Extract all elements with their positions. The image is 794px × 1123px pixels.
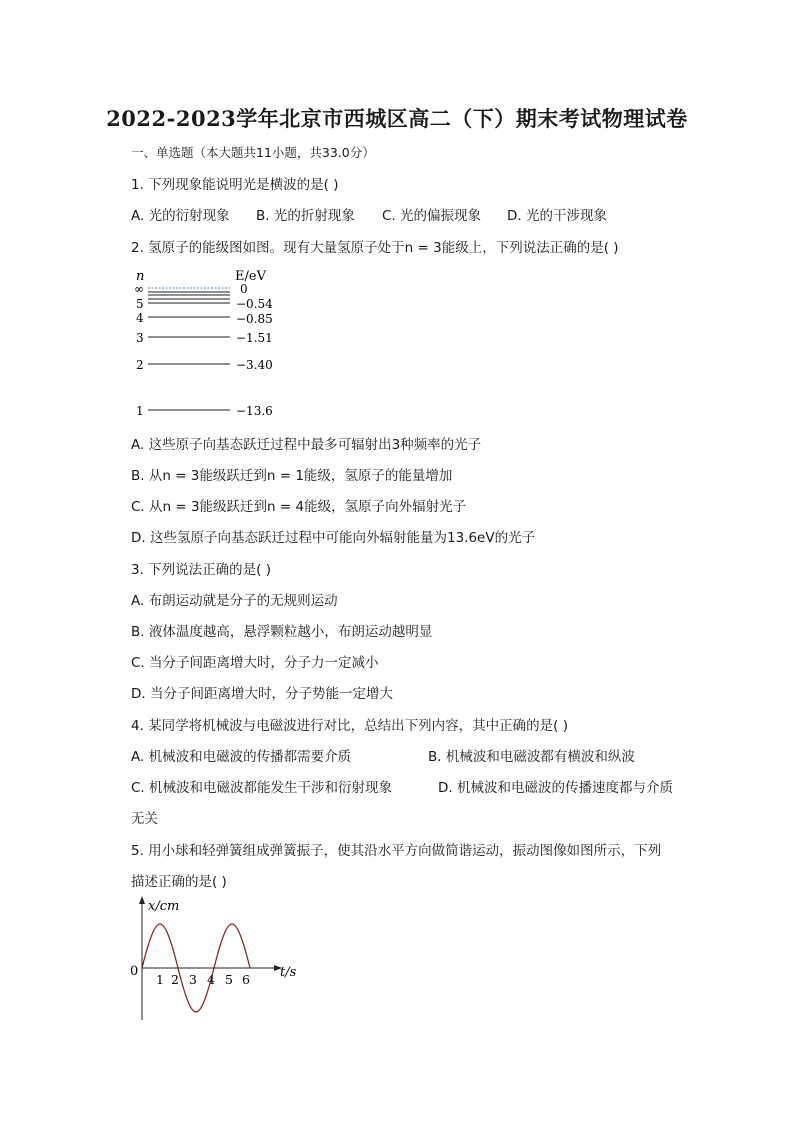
level-n-inf: ∞	[134, 282, 144, 296]
section-heading: 一、单选题（本大题共11小题，共33.0分）	[131, 145, 375, 160]
level-n-5: 5	[136, 297, 144, 311]
question-4-option-c: C. 机械波和电磁波都能发生干涉和衍射现象	[131, 780, 393, 796]
question-4-option-a: A. 机械波和电磁波的传播都需要介质	[131, 749, 352, 765]
diagram-n-label: n	[136, 269, 145, 284]
question-1-option-c: C. 光的偏振现象	[382, 208, 482, 224]
page-title: 2022-2023学年北京市西城区高二（下）期末考试物理试卷	[106, 106, 688, 131]
graph-y-arrow	[139, 896, 145, 904]
question-3-option-c: C. 当分子间距离增大时，分子力一定减小	[131, 655, 379, 671]
level-e-4: −0.85	[236, 312, 273, 326]
question-3-stem: 3. 下列说法正确的是( )	[131, 562, 271, 578]
question-2-option-c: C. 从n = 3能级跃迁到n = 4能级，氢原子向外辐射光子	[131, 499, 467, 515]
level-e-1: −13.6	[236, 404, 273, 418]
question-4-stem: 4. 某同学将机械波与电磁波进行对比，总结出下列内容，其中正确的是( )	[131, 718, 568, 734]
question-1-stem: 1. 下列现象能说明光是横波的是( )	[131, 177, 339, 193]
question-4-option-b: B. 机械波和电磁波都有横波和纵波	[428, 749, 635, 765]
graph-origin: 0	[130, 964, 139, 979]
question-2-option-d: D. 这些氢原子向基态跃迁过程中可能向外辐射能量为13.6eV的光子	[131, 530, 536, 546]
level-n-2: 2	[136, 358, 144, 372]
level-e-3: −1.51	[236, 331, 273, 345]
question-5-stem-continued: 描述正确的是( )	[131, 874, 227, 890]
level-n-1: 1	[136, 404, 144, 418]
question-3-option-b: B. 液体温度越高，悬浮颗粒越小，布朗运动越明显	[131, 624, 433, 640]
question-2-option-a: A. 这些原子向基态跃迁过程中最多可辐射出3种频率的光子	[131, 437, 482, 453]
graph-tick-5: 5	[225, 972, 233, 987]
graph-tick-6: 6	[242, 972, 250, 987]
question-1-option-b: B. 光的折射现象	[256, 208, 355, 224]
energy-level-diagram	[128, 266, 288, 424]
question-3-option-a: A. 布朗运动就是分子的无规则运动	[131, 593, 338, 609]
question-4-option-d: D. 机械波和电磁波的传播速度都与介质	[438, 780, 673, 796]
graph-tick-4: 4	[207, 972, 215, 987]
vibration-graph	[128, 894, 308, 1024]
question-1-option-d: D. 光的干涉现象	[507, 208, 607, 224]
question-2-stem: 2. 氢原子的能级图如图。现有大量氢原子处于n = 3能级上，下列说法正确的是( )	[131, 240, 619, 256]
diagram-energy-label: E/eV	[235, 269, 266, 284]
question-3-option-d: D. 当分子间距离增大时，分子势能一定增大	[131, 686, 393, 702]
graph-tick-2: 2	[171, 972, 179, 987]
graph-tick-3: 3	[189, 972, 197, 987]
level-e-5: −0.54	[236, 297, 273, 311]
graph-tick-1: 1	[156, 972, 164, 987]
graph-y-label: x/cm	[148, 899, 180, 914]
level-n-3: 3	[136, 331, 144, 345]
question-1-option-a: A. 光的衍射现象	[131, 208, 230, 224]
question-2-option-b: B. 从n = 3能级跃迁到n = 1能级，氢原子的能量增加	[131, 468, 453, 484]
level-e-inf: 0	[240, 282, 248, 296]
level-n-4: 4	[136, 311, 144, 325]
question-5-stem: 5. 用小球和轻弹簧组成弹簧振子，使其沿水平方向做简谐运动，振动图像如图所示，下列	[131, 843, 662, 859]
question-4-option-d-continued: 无关	[131, 811, 158, 827]
level-e-2: −3.40	[236, 358, 273, 372]
graph-x-label: t/s	[280, 965, 297, 980]
